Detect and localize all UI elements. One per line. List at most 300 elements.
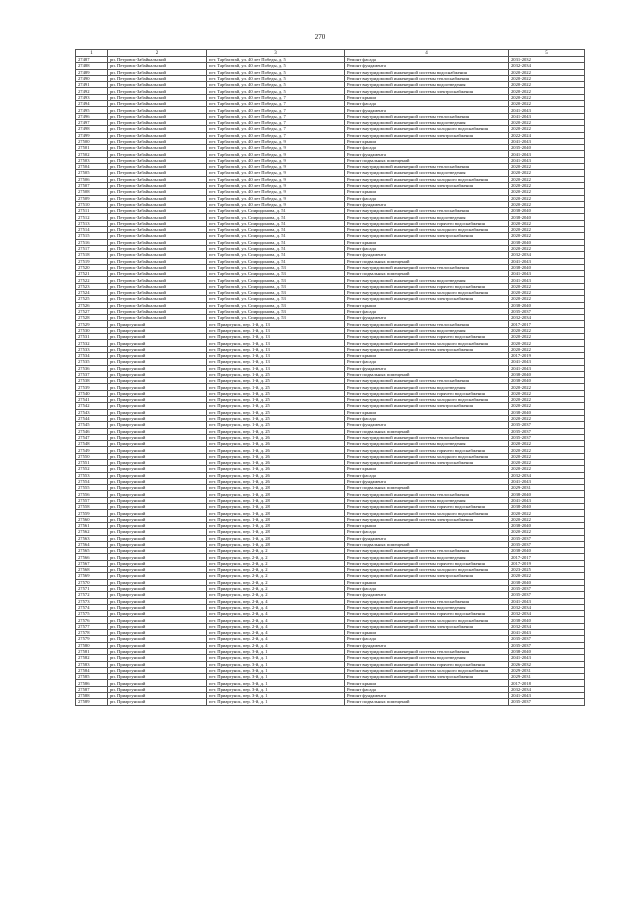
period-cell: 2020-2022	[509, 176, 585, 182]
period-cell: 2020-2022	[509, 346, 585, 352]
address-cell: пгт. Тарбагатай, ул. Спиридонова, д. 53	[207, 271, 345, 277]
period-cell: 2032-2034	[509, 472, 585, 478]
work-type-cell: Ремонт внутридомовой инженерной системы теплоснабжения	[345, 164, 509, 170]
municipality-cell: рп. Приаргунский	[108, 661, 207, 667]
municipality-cell: рп. Петровск-Забайкальский	[108, 289, 207, 295]
work-type-cell: Ремонт внутридомовой инженерной системы водоотведения	[345, 441, 509, 447]
period-cell: 2026-2032	[509, 661, 585, 667]
work-type-cell: Ремонт внутридомовой инженерной системы электроснабжения	[345, 623, 509, 629]
municipality-cell: рп. Петровск-Забайкальский	[108, 220, 207, 226]
municipality-cell: рп. Петровск-Забайкальский	[108, 151, 207, 157]
period-cell: 2035-2037	[509, 636, 585, 642]
address-cell: пгт. Тарбагатай, ул. Спиридонова, д. 51	[207, 208, 345, 214]
address-cell: пгт. Приаргунск, пер. 1-й, д. 28	[207, 516, 345, 522]
municipality-cell: рп. Петровск-Забайкальский	[108, 277, 207, 283]
row-number-cell: 27571	[76, 585, 108, 591]
address-cell: пгт. Тарбагатай, ул. Спиридонова, д. 51	[207, 245, 345, 251]
row-number-cell: 27544	[76, 415, 108, 421]
row-number-cell: 27502	[76, 151, 108, 157]
period-cell: 2020-2022	[509, 340, 585, 346]
period-cell: 2038-2040	[509, 302, 585, 308]
address-cell: пгт. Тарбагатай, ул. 40 лет Победы, д. 7	[207, 94, 345, 100]
municipality-cell: рп. Петровск-Забайкальский	[108, 126, 207, 132]
address-cell: пгт. Тарбагатай, ул. 40 лет Победы, д. 9	[207, 157, 345, 163]
period-cell: 2020-2022	[509, 69, 585, 75]
work-type-cell: Ремонт фундамента	[345, 63, 509, 69]
period-cell: 2022-2024	[509, 132, 585, 138]
address-cell: пгт. Приаргунск, пер. 2-й, д. 2	[207, 548, 345, 554]
work-type-cell: Ремонт внутридомовой инженерной системы холодного водоснабжения	[345, 617, 509, 623]
row-number-cell: 27545	[76, 422, 108, 428]
period-cell: 2029-2031	[509, 667, 585, 673]
municipality-cell: рп. Приаргунский	[108, 585, 207, 591]
period-cell: 2020-2022	[509, 94, 585, 100]
period-cell: 2032-2034	[509, 611, 585, 617]
row-number-cell: 27562	[76, 529, 108, 535]
address-cell: пгт. Приаргунск, пер. 1-й, д. 28	[207, 504, 345, 510]
period-cell: 2020-2022	[509, 573, 585, 579]
municipality-cell: рп. Приаргунский	[108, 378, 207, 384]
row-number-cell: 27582	[76, 655, 108, 661]
municipality-cell: рп. Петровск-Забайкальский	[108, 63, 207, 69]
work-type-cell: Ремонт фасада	[345, 245, 509, 251]
work-type-cell: Ремонт внутридомовой инженерной системы водоотведения	[345, 82, 509, 88]
row-number-cell: 27511	[76, 208, 108, 214]
address-cell: пгт. Тарбагатай, ул. 40 лет Победы, д. 9	[207, 201, 345, 207]
period-cell: 2041-2043	[509, 598, 585, 604]
address-cell: пгт. Приаргунск, пер. 2-й, д. 4	[207, 642, 345, 648]
period-cell: 2041-2043	[509, 258, 585, 264]
municipality-cell: рп. Приаргунский	[108, 409, 207, 415]
period-cell: 2038-2040	[509, 214, 585, 220]
work-type-cell: Ремонт внутридомовой инженерной системы водоотведения	[345, 497, 509, 503]
municipality-cell: рп. Петровск-Забайкальский	[108, 94, 207, 100]
period-cell: 2038-2040	[509, 264, 585, 270]
row-number-cell: 27503	[76, 157, 108, 163]
row-number-cell: 27555	[76, 485, 108, 491]
row-number-cell: 27531	[76, 334, 108, 340]
row-number-cell: 27508	[76, 189, 108, 195]
period-cell: 2029-2031	[509, 674, 585, 680]
period-cell: 2020-2022	[509, 75, 585, 81]
row-number-cell: 27512	[76, 214, 108, 220]
address-cell: пгт. Приаргунск, пер. 2-й, д. 2	[207, 554, 345, 560]
period-cell: 2020-2022	[509, 227, 585, 233]
address-cell: пгт. Тарбагатай, ул. Спиридонова, д. 53	[207, 264, 345, 270]
row-number-cell: 27520	[76, 264, 108, 270]
row-number-cell: 27514	[76, 227, 108, 233]
address-cell: пгт. Приаргунск, пер. 1-й, д. 13	[207, 321, 345, 327]
address-cell: пгт. Тарбагатай, ул. 40 лет Победы, д. 9	[207, 164, 345, 170]
work-type-cell: Ремонт фундамента	[345, 107, 509, 113]
row-number-cell: 27566	[76, 554, 108, 560]
work-type-cell: Ремонт фасада	[345, 101, 509, 107]
address-cell: пгт. Тарбагатай, ул. Спиридонова, д. 51	[207, 258, 345, 264]
period-cell: 2029-2031	[509, 485, 585, 491]
table-header-row	[76, 50, 585, 57]
period-cell: 2038-2040	[509, 239, 585, 245]
period-cell: 2032-2034	[509, 63, 585, 69]
municipality-cell: рп. Приаргунский	[108, 680, 207, 686]
work-type-cell: Ремонт внутридомовой инженерной системы холодного водоснабжения	[345, 126, 509, 132]
address-cell: пгт. Приаргунск, пер. 1-й, д. 25	[207, 422, 345, 428]
municipality-cell: рп. Петровск-Забайкальский	[108, 101, 207, 107]
period-cell: 2041-2043	[509, 365, 585, 371]
address-cell: пгт. Тарбагатай, ул. Спиридонова, д. 51	[207, 227, 345, 233]
header-cell-2: 2	[108, 50, 207, 57]
row-number-cell: 27548	[76, 441, 108, 447]
row-number-cell: 27494	[76, 101, 108, 107]
municipality-cell: рп. Приаргунский	[108, 611, 207, 617]
row-number-cell: 27528	[76, 315, 108, 321]
period-cell: 2035-2040	[509, 145, 585, 151]
address-cell: пгт. Приаргунск, пер. 3-й, д. 1	[207, 674, 345, 680]
row-number-cell: 27557	[76, 497, 108, 503]
municipality-cell: рп. Приаргунский	[108, 478, 207, 484]
municipality-cell: рп. Петровск-Забайкальский	[108, 75, 207, 81]
address-cell: пгт. Приаргунск, пер. 1-й, д. 26	[207, 453, 345, 459]
address-cell: пгт. Тарбагатай, ул. Спиридонова, д. 51	[207, 220, 345, 226]
work-type-cell: Ремонт внутридомовой инженерной системы электроснабжения	[345, 182, 509, 188]
address-cell: пгт. Тарбагатай, ул. 40 лет Победы, д. 7	[207, 126, 345, 132]
work-type-cell: Ремонт крыши	[345, 239, 509, 245]
work-type-cell: Ремонт внутридомовой инженерной системы горячего водоснабжения	[345, 390, 509, 396]
municipality-cell: рп. Петровск-Забайкальский	[108, 119, 207, 125]
work-type-cell: Ремонт фундамента	[345, 422, 509, 428]
repair-schedule-table	[75, 49, 585, 706]
address-cell: пгт. Приаргунск, пер. 1-й, д. 13	[207, 346, 345, 352]
address-cell: пгт. Тарбагатай, ул. 40 лет Победы, д. 5	[207, 63, 345, 69]
work-type-cell: Ремонт внутридомовой инженерной системы теплоснабжения	[345, 208, 509, 214]
table-body	[76, 50, 585, 706]
address-cell: пгт. Тарбагатай, ул. 40 лет Победы, д. 9	[207, 170, 345, 176]
period-cell: 2038-2040	[509, 522, 585, 528]
municipality-cell: рп. Петровск-Забайкальский	[108, 252, 207, 258]
municipality-cell: рп. Петровск-Забайкальский	[108, 214, 207, 220]
row-number-cell: 27496	[76, 113, 108, 119]
address-cell: пгт. Приаргунск, пер. 3-й, д. 1	[207, 655, 345, 661]
period-cell: 2020-2022	[509, 403, 585, 409]
municipality-cell: рп. Приаргунский	[108, 554, 207, 560]
row-number-cell: 27579	[76, 636, 108, 642]
row-number-cell: 27561	[76, 522, 108, 528]
address-cell: пгт. Приаргунск, пер. 1-й, д. 28	[207, 497, 345, 503]
municipality-cell: рп. Приаргунский	[108, 485, 207, 491]
row-number-cell: 27539	[76, 384, 108, 390]
row-number-cell: 27495	[76, 107, 108, 113]
period-cell: 2020-2022	[509, 119, 585, 125]
row-number-cell: 27560	[76, 516, 108, 522]
row-number-cell: 27527	[76, 308, 108, 314]
municipality-cell: рп. Петровск-Забайкальский	[108, 113, 207, 119]
address-cell: пгт. Приаргунск, пер. 1-й, д. 28	[207, 510, 345, 516]
address-cell: пгт. Приаргунск, пер. 1-й, д. 28	[207, 535, 345, 541]
work-type-cell: Ремонт фасада	[345, 359, 509, 365]
address-cell: пгт. Приаргунск, пер. 2-й, д. 4	[207, 604, 345, 610]
address-cell: пгт. Приаргунск, пер. 3-й, д. 1	[207, 661, 345, 667]
period-cell: 2032-2034	[509, 686, 585, 692]
period-cell: 2020-2022	[509, 516, 585, 522]
row-number-cell: 27586	[76, 680, 108, 686]
period-cell: 2020-2022	[509, 384, 585, 390]
row-number-cell: 27519	[76, 258, 108, 264]
municipality-cell: рп. Приаргунский	[108, 397, 207, 403]
address-cell: пгт. Тарбагатай, ул. 40 лет Победы, д. 5	[207, 75, 345, 81]
work-type-cell: Ремонт внутридомовой инженерной системы электроснабжения	[345, 516, 509, 522]
municipality-cell: рп. Приаргунский	[108, 617, 207, 623]
address-cell: пгт. Приаргунск, пер. 1-й, д. 25	[207, 371, 345, 377]
row-number-cell: 27517	[76, 245, 108, 251]
municipality-cell: рп. Петровск-Забайкальский	[108, 227, 207, 233]
period-cell: 2041-2043	[509, 113, 585, 119]
row-number-cell: 27522	[76, 277, 108, 283]
row-number-cell: 27521	[76, 271, 108, 277]
work-type-cell: Ремонт внутридомовой инженерной системы электроснабжения	[345, 132, 509, 138]
municipality-cell: рп. Приаргунский	[108, 686, 207, 692]
address-cell: пгт. Приаргунск, пер. 2-й, д. 4	[207, 636, 345, 642]
row-number-cell: 27556	[76, 491, 108, 497]
period-cell: 2035-2037	[509, 428, 585, 434]
period-cell: 2020-2022	[509, 170, 585, 176]
address-cell: пгт. Тарбагатай, ул. Спиридонова, д. 53	[207, 302, 345, 308]
header-cell-4: 4	[345, 50, 509, 57]
municipality-cell: рп. Петровск-Забайкальский	[108, 308, 207, 314]
period-cell: 2020-2022	[509, 245, 585, 251]
period-cell: 2041-2043	[509, 271, 585, 277]
period-cell: 2020-2022	[509, 460, 585, 466]
period-cell: 2020-2022	[509, 334, 585, 340]
municipality-cell: рп. Приаргунский	[108, 516, 207, 522]
period-cell: 2035-2037	[509, 535, 585, 541]
municipality-cell: рп. Петровск-Забайкальский	[108, 233, 207, 239]
page-number: 270	[314, 33, 326, 41]
row-number-cell: 27569	[76, 573, 108, 579]
work-type-cell: Ремонт внутридомовой инженерной системы холодного водоснабжения	[345, 453, 509, 459]
address-cell: пгт. Приаргунск, пер. 1-й, д. 25	[207, 415, 345, 421]
row-number-cell: 27491	[76, 82, 108, 88]
period-cell: 2041-2043	[509, 138, 585, 144]
period-cell: 2038-2040	[509, 378, 585, 384]
work-type-cell: Ремонт внутридомовой инженерной системы горячего водоснабжения	[345, 611, 509, 617]
row-number-cell: 27565	[76, 548, 108, 554]
address-cell: пгт. Приаргунск, пер. 1-й, д. 13	[207, 365, 345, 371]
address-cell: пгт. Тарбагатай, ул. 40 лет Победы, д. 5	[207, 57, 345, 63]
period-cell: 2035-2037	[509, 308, 585, 314]
address-cell: пгт. Приаргунск, пер. 1-й, д. 26	[207, 466, 345, 472]
row-number-cell: 27487	[76, 57, 108, 63]
work-type-cell: Ремонт фундамента	[345, 365, 509, 371]
header-cell-1: 1	[76, 50, 108, 57]
period-cell: 2038-2040	[509, 504, 585, 510]
work-type-cell: Ремонт внутридомовой инженерной системы теплоснабжения	[345, 321, 509, 327]
period-cell: 2020-2022	[509, 195, 585, 201]
address-cell: пгт. Тарбагатай, ул. Спиридонова, д. 53	[207, 283, 345, 289]
row-number-cell: 27587	[76, 686, 108, 692]
work-type-cell: Ремонт крыши	[345, 579, 509, 585]
row-number-cell: 27580	[76, 642, 108, 648]
row-number-cell: 27488	[76, 63, 108, 69]
address-cell: пгт. Тарбагатай, ул. Спиридонова, д. 53	[207, 289, 345, 295]
work-type-cell: Ремонт фундамента	[345, 201, 509, 207]
row-number-cell: 27551	[76, 460, 108, 466]
address-cell: пгт. Тарбагатай, ул. 40 лет Победы, д. 9	[207, 151, 345, 157]
municipality-cell: рп. Петровск-Забайкальский	[108, 283, 207, 289]
row-number-cell: 27577	[76, 623, 108, 629]
row-number-cell: 27581	[76, 648, 108, 654]
address-cell: пгт. Приаргунск, пер. 1-й, д. 13	[207, 352, 345, 358]
work-type-cell: Ремонт внутридомовой инженерной системы теплоснабжения	[345, 648, 509, 654]
work-type-cell: Ремонт крыши	[345, 94, 509, 100]
municipality-cell: рп. Петровск-Забайкальский	[108, 271, 207, 277]
row-number-cell: 27513	[76, 220, 108, 226]
municipality-cell: рп. Приаргунский	[108, 529, 207, 535]
municipality-cell: рп. Приаргунский	[108, 648, 207, 654]
row-number-cell: 27550	[76, 453, 108, 459]
municipality-cell: рп. Петровск-Забайкальский	[108, 132, 207, 138]
municipality-cell: рп. Приаргунский	[108, 466, 207, 472]
work-type-cell: Ремонт внутридомовой инженерной системы теплоснабжения	[345, 113, 509, 119]
period-cell: 2020-2022	[509, 126, 585, 132]
address-cell: пгт. Тарбагатай, ул. Спиридонова, д. 51	[207, 252, 345, 258]
period-cell: 2020-2022	[509, 390, 585, 396]
row-number-cell: 27568	[76, 567, 108, 573]
period-cell: 2020-2022	[509, 296, 585, 302]
work-type-cell: Ремонт подвальных помещений	[345, 271, 509, 277]
address-cell: пгт. Приаргунск, пер. 1-й, д. 25	[207, 428, 345, 434]
municipality-cell: рп. Приаргунский	[108, 390, 207, 396]
header-cell-5: 5	[509, 50, 585, 57]
address-cell: пгт. Приаргунск, пер. 1-й, д. 26	[207, 472, 345, 478]
row-number-cell: 27540	[76, 390, 108, 396]
municipality-cell: рп. Петровск-Забайкальский	[108, 245, 207, 251]
address-cell: пгт. Приаргунск, пер. 1-й, д. 25	[207, 390, 345, 396]
row-number-cell: 27552	[76, 466, 108, 472]
address-cell: пгт. Тарбагатай, ул. Спиридонова, д. 53	[207, 277, 345, 283]
row-number-cell: 27504	[76, 164, 108, 170]
period-cell: 2023-2025	[509, 567, 585, 573]
address-cell: пгт. Тарбагатай, ул. Спиридонова, д. 53	[207, 315, 345, 321]
period-cell: 2020-2022	[509, 82, 585, 88]
municipality-cell: рп. Петровск-Забайкальский	[108, 69, 207, 75]
work-type-cell: Ремонт крыши	[345, 302, 509, 308]
municipality-cell: рп. Приаргунский	[108, 504, 207, 510]
municipality-cell: рп. Петровск-Забайкальский	[108, 201, 207, 207]
municipality-cell: рп. Приаргунский	[108, 415, 207, 421]
municipality-cell: рп. Приаргунский	[108, 422, 207, 428]
row-number-cell: 27541	[76, 397, 108, 403]
period-cell: 2020-2022	[509, 447, 585, 453]
work-type-cell: Ремонт фасада	[345, 57, 509, 63]
municipality-cell: рп. Приаргунский	[108, 359, 207, 365]
municipality-cell: рп. Приаргунский	[108, 472, 207, 478]
work-type-cell: Ремонт внутридомовой инженерной системы горячего водоснабжения	[345, 447, 509, 453]
municipality-cell: рп. Приаргунский	[108, 491, 207, 497]
municipality-cell: рп. Петровск-Забайкальский	[108, 170, 207, 176]
work-type-cell: Ремонт внутридомовой инженерной системы теплоснабжения	[345, 75, 509, 81]
address-cell: пгт. Приаргунск, пер. 1-й, д. 25	[207, 403, 345, 409]
period-cell: 2031-2032	[509, 57, 585, 63]
work-type-cell: Ремонт внутридомовой инженерной системы горячего водоснабжения	[345, 283, 509, 289]
row-number-cell: 27572	[76, 592, 108, 598]
work-type-cell: Ремонт внутридомовой инженерной системы холодного водоснабжения	[345, 340, 509, 346]
work-type-cell: Ремонт внутридомовой инженерной системы холодного водоснабжения	[345, 567, 509, 573]
municipality-cell: рп. Приаргунский	[108, 510, 207, 516]
row-number-cell: 27564	[76, 541, 108, 547]
work-type-cell: Ремонт фасада	[345, 636, 509, 642]
work-type-cell: Ремонт внутридомовой инженерной системы водоотведения	[345, 604, 509, 610]
address-cell: пгт. Приаргунск, пер. 3-й, д. 1	[207, 680, 345, 686]
work-type-cell: Ремонт фундамента	[345, 252, 509, 258]
address-cell: пгт. Приаргунск, пер. 2-й, д. 4	[207, 598, 345, 604]
work-type-cell: Ремонт крыши	[345, 680, 509, 686]
address-cell: пгт. Приаргунск, пер. 2-й, д. 2	[207, 579, 345, 585]
address-cell: пгт. Тарбагатай, ул. 40 лет Победы, д. 5	[207, 69, 345, 75]
period-cell: 2041-2043	[509, 497, 585, 503]
municipality-cell: рп. Петровск-Забайкальский	[108, 239, 207, 245]
work-type-cell: Ремонт внутридомовой инженерной системы электроснабжения	[345, 346, 509, 352]
row-number-cell: 27588	[76, 692, 108, 698]
period-cell: 2041-2043	[509, 277, 585, 283]
work-type-cell: Ремонт внутридомовой инженерной системы холодного водоснабжения	[345, 227, 509, 233]
row-number-cell: 27584	[76, 667, 108, 673]
address-cell: пгт. Тарбагатай, ул. 40 лет Победы, д. 7	[207, 113, 345, 119]
period-cell: 2017-2018	[509, 680, 585, 686]
municipality-cell: рп. Петровск-Забайкальский	[108, 138, 207, 144]
work-type-cell: Ремонт подвальных помещений	[345, 485, 509, 491]
municipality-cell: рп. Петровск-Забайкальский	[108, 145, 207, 151]
row-number-cell: 27563	[76, 535, 108, 541]
period-cell: 2038-2040	[509, 371, 585, 377]
address-cell: пгт. Приаргунск, пер. 1-й, д. 26	[207, 478, 345, 484]
period-cell: 2035-2037	[509, 699, 585, 705]
row-number-cell: 27509	[76, 195, 108, 201]
municipality-cell: рп. Приаргунский	[108, 334, 207, 340]
row-number-cell: 27533	[76, 346, 108, 352]
period-cell: 2038-2040	[509, 409, 585, 415]
row-number-cell: 27570	[76, 579, 108, 585]
period-cell: 2020-2022	[509, 182, 585, 188]
work-type-cell: Ремонт внутридомовой инженерной системы горячего водоснабжения	[345, 220, 509, 226]
address-cell: пгт. Приаргунск, пер. 1-й, д. 28	[207, 541, 345, 547]
municipality-cell: рп. Приаргунский	[108, 352, 207, 358]
row-number-cell: 27549	[76, 447, 108, 453]
municipality-cell: рп. Приаргунский	[108, 371, 207, 377]
work-type-cell: Ремонт внутридомовой инженерной системы теплоснабжения	[345, 491, 509, 497]
municipality-cell: рп. Приаргунский	[108, 573, 207, 579]
row-number-cell: 27507	[76, 182, 108, 188]
address-cell: пгт. Тарбагатай, ул. Спиридонова, д. 51	[207, 214, 345, 220]
row-number-cell: 27553	[76, 472, 108, 478]
work-type-cell: Ремонт подвальных помещений	[345, 428, 509, 434]
work-type-cell: Ремонт внутридомовой инженерной системы горячего водоснабжения	[345, 661, 509, 667]
work-type-cell: Ремонт внутридомовой инженерной системы горячего водоснабжения	[345, 560, 509, 566]
period-cell: 2020-2022	[509, 189, 585, 195]
municipality-cell: рп. Приаргунский	[108, 692, 207, 698]
work-type-cell: Ремонт внутридомовой инженерной системы водоотведения	[345, 327, 509, 333]
row-number-cell: 27589	[76, 699, 108, 705]
address-cell: пгт. Тарбагатай, ул. 40 лет Победы, д. 7	[207, 119, 345, 125]
row-number-cell: 27576	[76, 617, 108, 623]
work-type-cell: Ремонт внутридомовой инженерной системы водоотведения	[345, 214, 509, 220]
period-cell: 2038-2040	[509, 208, 585, 214]
period-cell: 2035-2037	[509, 642, 585, 648]
address-cell: пгт. Тарбагатай, ул. 40 лет Победы, д. 7	[207, 101, 345, 107]
address-cell: пгт. Приаргунск, пер. 1-й, д. 28	[207, 522, 345, 528]
period-cell: 2035-2037	[509, 434, 585, 440]
work-type-cell: Ремонт внутридомовой инженерной системы водоотведения	[345, 277, 509, 283]
period-cell: 2041-2043	[509, 157, 585, 163]
period-cell: 2020-2022	[509, 220, 585, 226]
